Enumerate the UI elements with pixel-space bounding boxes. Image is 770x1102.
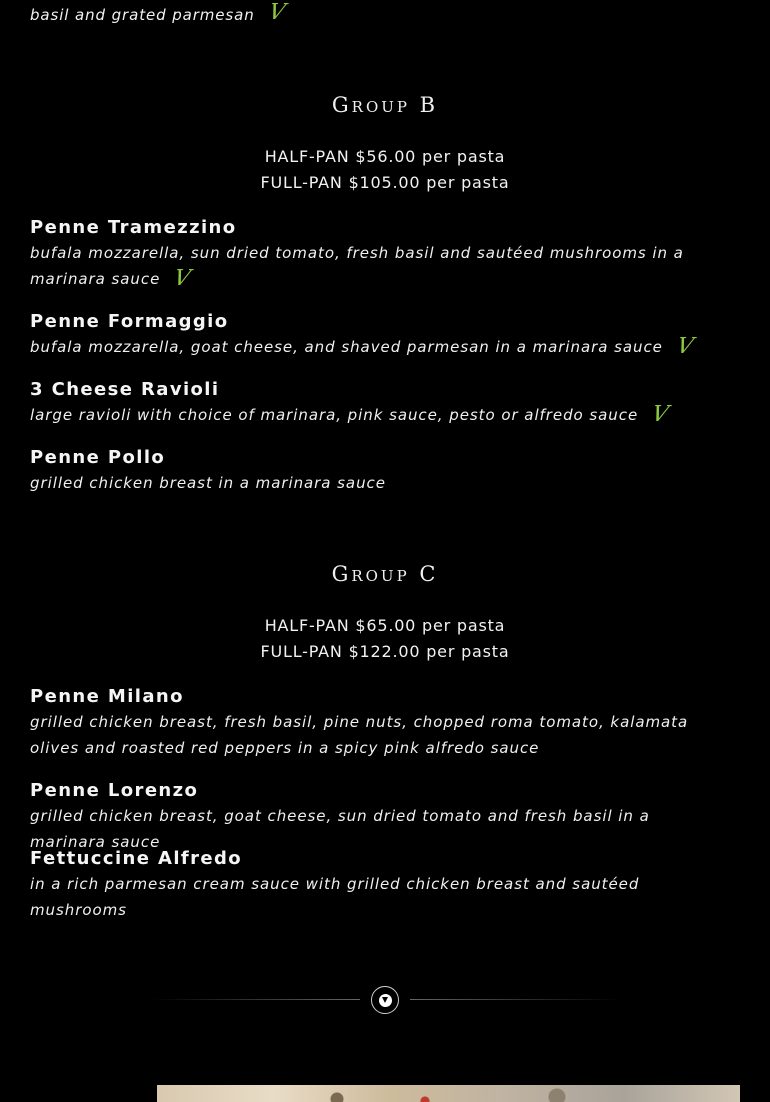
item-name: Penne Pollo — [30, 447, 166, 468]
menu-item — [30, 779, 730, 855]
group-title: Group B — [331, 93, 439, 117]
menu-item — [30, 685, 730, 761]
vegetarian-icon: V — [674, 334, 696, 359]
item-description-text: large ravioli with choice of marinara, pink sauce, pesto or alfredo sauce — [30, 406, 639, 424]
divider-line-right — [410, 999, 622, 1000]
scroll-down-button[interactable] — [371, 986, 399, 1014]
item-description-text: basil and grated parmesan — [30, 6, 255, 24]
menu-item — [30, 847, 730, 923]
menu-item — [30, 446, 730, 496]
item-description: grilled chicken breast, fresh basil, pine nuts, chopped roma tomato, kalamata olives and roasted red peppers in a spicy pink alfredo sauce — [30, 713, 689, 757]
group-title: Group C — [331, 562, 439, 586]
arrow-down-circle-icon — [379, 994, 392, 1007]
half-pan-price: HALF-PAN $56.00 per pasta — [264, 147, 506, 166]
item-description: grilled chicken breast, goat cheese, sun dried tomato and fresh basil in a marinara sauce — [30, 807, 650, 851]
divider-line-left — [152, 999, 360, 1000]
item-description: grilled chicken breast in a marinara sauce — [30, 474, 386, 492]
food-photo — [157, 1085, 740, 1102]
half-pan-price: HALF-PAN $65.00 per pasta — [264, 616, 506, 635]
full-pan-price: FULL-PAN $105.00 per pasta — [260, 173, 510, 192]
vegetarian-icon: V — [649, 402, 671, 427]
item-name: Fettuccine Alfredo — [30, 848, 243, 869]
menu-item-description — [30, 0, 288, 25]
item-description-text: bufala mozzarella, sun dried tomato, fresh basil and sautéed mushrooms in a marinara sauce — [30, 244, 684, 288]
item-description: in a rich parmesan cream sauce with grilled chicken breast and sautéed mushrooms — [30, 875, 640, 919]
item-name: Penne Lorenzo — [30, 780, 199, 801]
item-description — [30, 240, 730, 292]
menu-item — [30, 378, 730, 428]
item-description-text: bufala mozzarella, goat cheese, and shaved parmesan in a marinara sauce — [30, 338, 663, 356]
item-description — [30, 402, 730, 428]
menu-group-c — [0, 558, 770, 665]
item-description — [30, 334, 730, 360]
menu-item — [30, 216, 730, 292]
item-name: Penne Formaggio — [30, 311, 229, 332]
item-name: Penne Milano — [30, 686, 184, 707]
vegetarian-icon: V — [171, 266, 193, 291]
full-pan-price: FULL-PAN $122.00 per pasta — [260, 642, 510, 661]
item-name: 3 Cheese Ravioli — [30, 379, 220, 400]
menu-group-b — [0, 89, 770, 196]
vegetarian-icon: V — [265, 0, 288, 25]
item-name: Penne Tramezzino — [30, 217, 237, 238]
menu-item — [30, 310, 730, 360]
